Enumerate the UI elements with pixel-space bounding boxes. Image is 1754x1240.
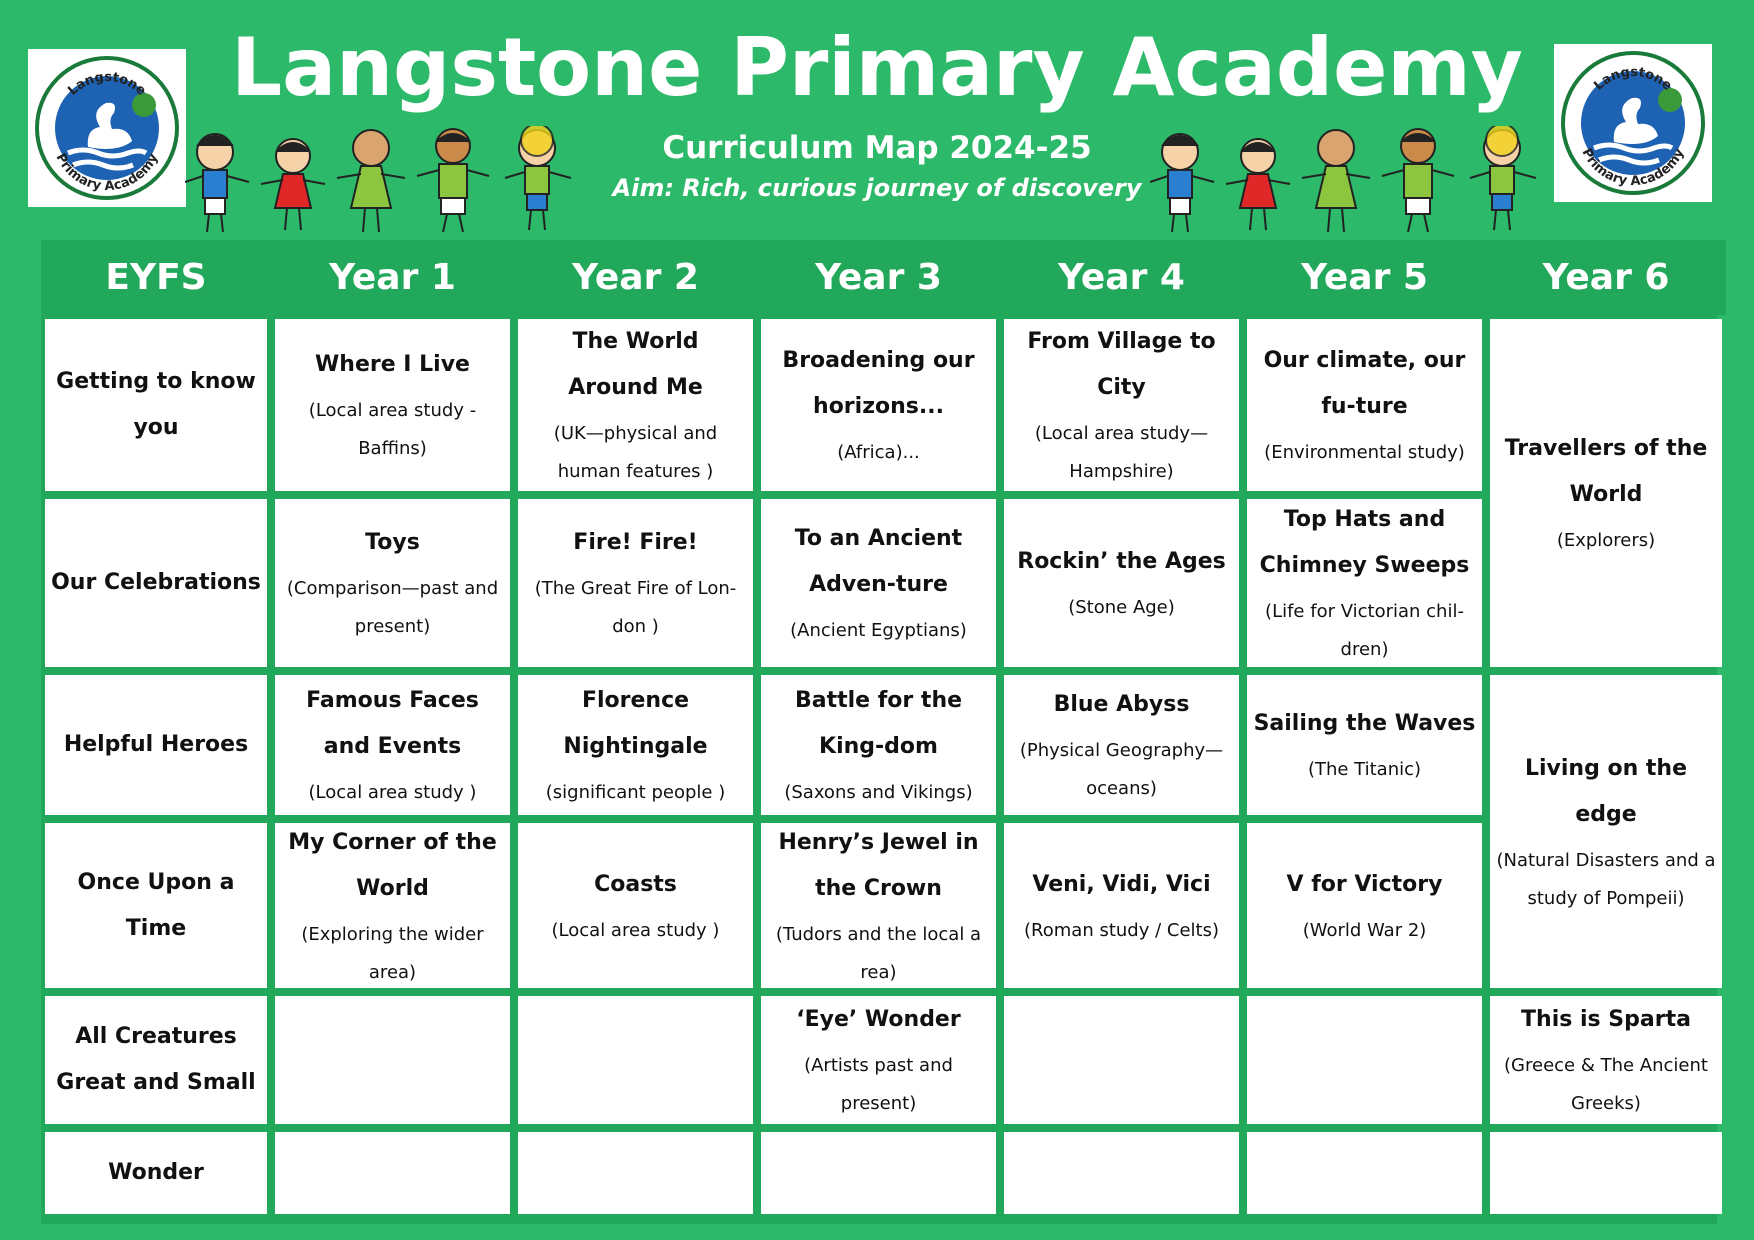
topic-title: Our climate, our fu-ture xyxy=(1263,348,1466,419)
column-header-year-5: Year 5 xyxy=(1243,240,1486,315)
eyfs-topic: Helpful Heroes xyxy=(63,732,249,757)
topic-subtitle: (Stone Age) xyxy=(1068,597,1175,618)
topic-title: Blue Abyss xyxy=(1053,692,1190,717)
topic-cell xyxy=(1247,823,1482,988)
topic-subtitle: (Local area study— Hampshire) xyxy=(1034,423,1209,482)
topic-title: Rockin’ the Ages xyxy=(1017,549,1226,574)
topic-cell xyxy=(1004,823,1239,988)
topic-cell xyxy=(1247,675,1482,815)
topic-subtitle: (Life for Victorian chil-dren) xyxy=(1265,601,1464,660)
topic-cell xyxy=(761,499,996,667)
topic-title: Top Hats and Chimney Sweeps xyxy=(1259,507,1470,578)
topic-title: Famous Faces and Events xyxy=(306,688,479,759)
eyfs-topic-cell xyxy=(45,499,267,667)
curriculum-table xyxy=(41,240,1717,1224)
logo-text-bottom: Primary Academy xyxy=(52,151,162,195)
topic-subtitle: (Local area study ) xyxy=(551,919,720,941)
topic-cell xyxy=(761,675,996,815)
column-header-year-4: Year 4 xyxy=(1000,240,1243,315)
topic-title: Battle for the King-dom xyxy=(794,688,963,759)
topic-cell xyxy=(518,319,753,491)
empty-cell xyxy=(1247,996,1482,1124)
column-header-year-1: Year 1 xyxy=(271,240,514,315)
logo-text-bottom: Primary Academy xyxy=(1578,146,1688,190)
topic-subtitle: (Physical Geography—oceans) xyxy=(1019,740,1224,799)
topic-title: Travellers of the World xyxy=(1504,436,1708,507)
children-illustration-left xyxy=(185,126,595,241)
topic-cell xyxy=(1247,319,1482,491)
topic-subtitle: (Exploring the wider area) xyxy=(301,923,484,983)
school-name-title: Langstone Primary Academy xyxy=(231,21,1523,114)
empty-cell xyxy=(1247,1132,1482,1214)
topic-cell xyxy=(275,675,510,815)
topic-title: My Corner of the World xyxy=(288,829,497,901)
topic-cell xyxy=(761,319,996,491)
topic-title: Sailing the Waves xyxy=(1253,711,1476,736)
logo-text-top: Langstone xyxy=(65,69,149,99)
topic-subtitle: (Africa)... xyxy=(837,442,920,463)
eyfs-topic-cell xyxy=(45,996,267,1124)
year6-topic-cell xyxy=(1490,675,1722,988)
topic-title: This is Sparta xyxy=(1521,1007,1691,1032)
empty-cell xyxy=(518,1132,753,1214)
topic-title: ‘Eye’ Wonder xyxy=(796,1007,961,1032)
eyfs-topic: Wonder xyxy=(108,1160,204,1185)
empty-cell xyxy=(761,1132,996,1214)
topic-title: Broadening our horizons... xyxy=(782,348,975,419)
eyfs-topic: Getting to know you xyxy=(56,369,256,440)
eyfs-topic: Our Celebrations xyxy=(51,570,261,595)
year6-topic-cell xyxy=(1490,319,1722,667)
topic-cell xyxy=(518,823,753,988)
topic-subtitle: (Ancient Egyptians) xyxy=(790,620,967,641)
empty-cell xyxy=(275,996,510,1124)
eyfs-topic-cell xyxy=(45,1132,267,1214)
topic-subtitle: (Greece & The Ancient Greeks) xyxy=(1504,1055,1708,1114)
empty-cell xyxy=(1490,1132,1722,1214)
aim-statement: Aim: Rich, curious journey of discovery xyxy=(612,174,1142,202)
topic-subtitle: (Local area study - Baffins) xyxy=(308,400,477,459)
topic-cell xyxy=(1004,675,1239,815)
year6-topic-cell xyxy=(1490,996,1722,1124)
topic-title: Veni, Vidi, Vici xyxy=(1032,871,1211,897)
topic-cell xyxy=(275,499,510,667)
topic-subtitle: (UK—physical and human features ) xyxy=(553,423,718,482)
topic-cell xyxy=(518,499,753,667)
topic-title: Henry’s Jewel in the Crown xyxy=(778,829,979,901)
topic-subtitle: (Tudors and the local a rea) xyxy=(775,923,982,983)
topic-subtitle: (Explorers) xyxy=(1556,530,1656,551)
topic-title: To an Ancient Adven-ture xyxy=(794,526,963,597)
topic-cell xyxy=(275,823,510,988)
topic-title: Coasts xyxy=(594,871,677,897)
empty-cell xyxy=(275,1132,510,1214)
topic-title: The World Around Me xyxy=(568,329,703,400)
topic-subtitle: (Local area study ) xyxy=(308,782,477,803)
logo-text-top: Langstone xyxy=(1591,64,1675,94)
topic-cell xyxy=(761,823,996,988)
topic-subtitle: (significant people ) xyxy=(545,782,726,803)
topic-subtitle: (Natural Disasters and a study of Pompeii) xyxy=(1496,849,1716,909)
topic-cell xyxy=(275,319,510,491)
column-header-year-3: Year 3 xyxy=(757,240,1000,315)
topic-title: From Village to City xyxy=(1027,329,1216,400)
topic-subtitle: (Saxons and Vikings) xyxy=(784,782,973,803)
column-header-year-6: Year 6 xyxy=(1486,240,1726,315)
eyfs-topic: Once Upon a Time xyxy=(77,869,235,941)
topic-cell xyxy=(761,996,996,1124)
column-header-eyfs: EYFS xyxy=(41,240,271,315)
topic-title: Where I Live xyxy=(315,352,470,377)
topic-title: V for Victory xyxy=(1286,871,1443,897)
topic-subtitle: (World War 2) xyxy=(1302,919,1427,941)
topic-title: Florence Nightingale xyxy=(563,688,708,759)
topic-subtitle: (Environmental study) xyxy=(1264,442,1465,463)
eyfs-topic: All Creatures Great and Small xyxy=(56,1024,256,1095)
eyfs-topic-cell xyxy=(45,675,267,815)
column-header-year-2: Year 2 xyxy=(514,240,757,315)
curriculum-subtitle: Curriculum Map 2024-25 xyxy=(662,130,1092,166)
topic-subtitle: (Roman study / Celts) xyxy=(1024,919,1219,941)
empty-cell xyxy=(1004,996,1239,1124)
topic-cell xyxy=(1004,499,1239,667)
topic-subtitle: (The Titanic) xyxy=(1307,759,1422,780)
topic-subtitle: (Comparison—past and present) xyxy=(286,578,499,637)
topic-cell xyxy=(1004,319,1239,491)
topic-title: Living on the edge xyxy=(1524,755,1688,827)
empty-cell xyxy=(518,996,753,1124)
eyfs-topic-cell xyxy=(45,319,267,491)
topic-title: Fire! Fire! xyxy=(573,530,698,555)
children-illustration-right xyxy=(1150,126,1560,241)
empty-cell xyxy=(1004,1132,1239,1214)
topic-cell xyxy=(518,675,753,815)
topic-cell xyxy=(1247,499,1482,667)
topic-subtitle: (Artists past and present) xyxy=(804,1055,953,1114)
topic-title: Toys xyxy=(365,530,420,555)
eyfs-topic-cell xyxy=(45,823,267,988)
topic-subtitle: (The Great Fire of Lon-don ) xyxy=(534,578,737,637)
